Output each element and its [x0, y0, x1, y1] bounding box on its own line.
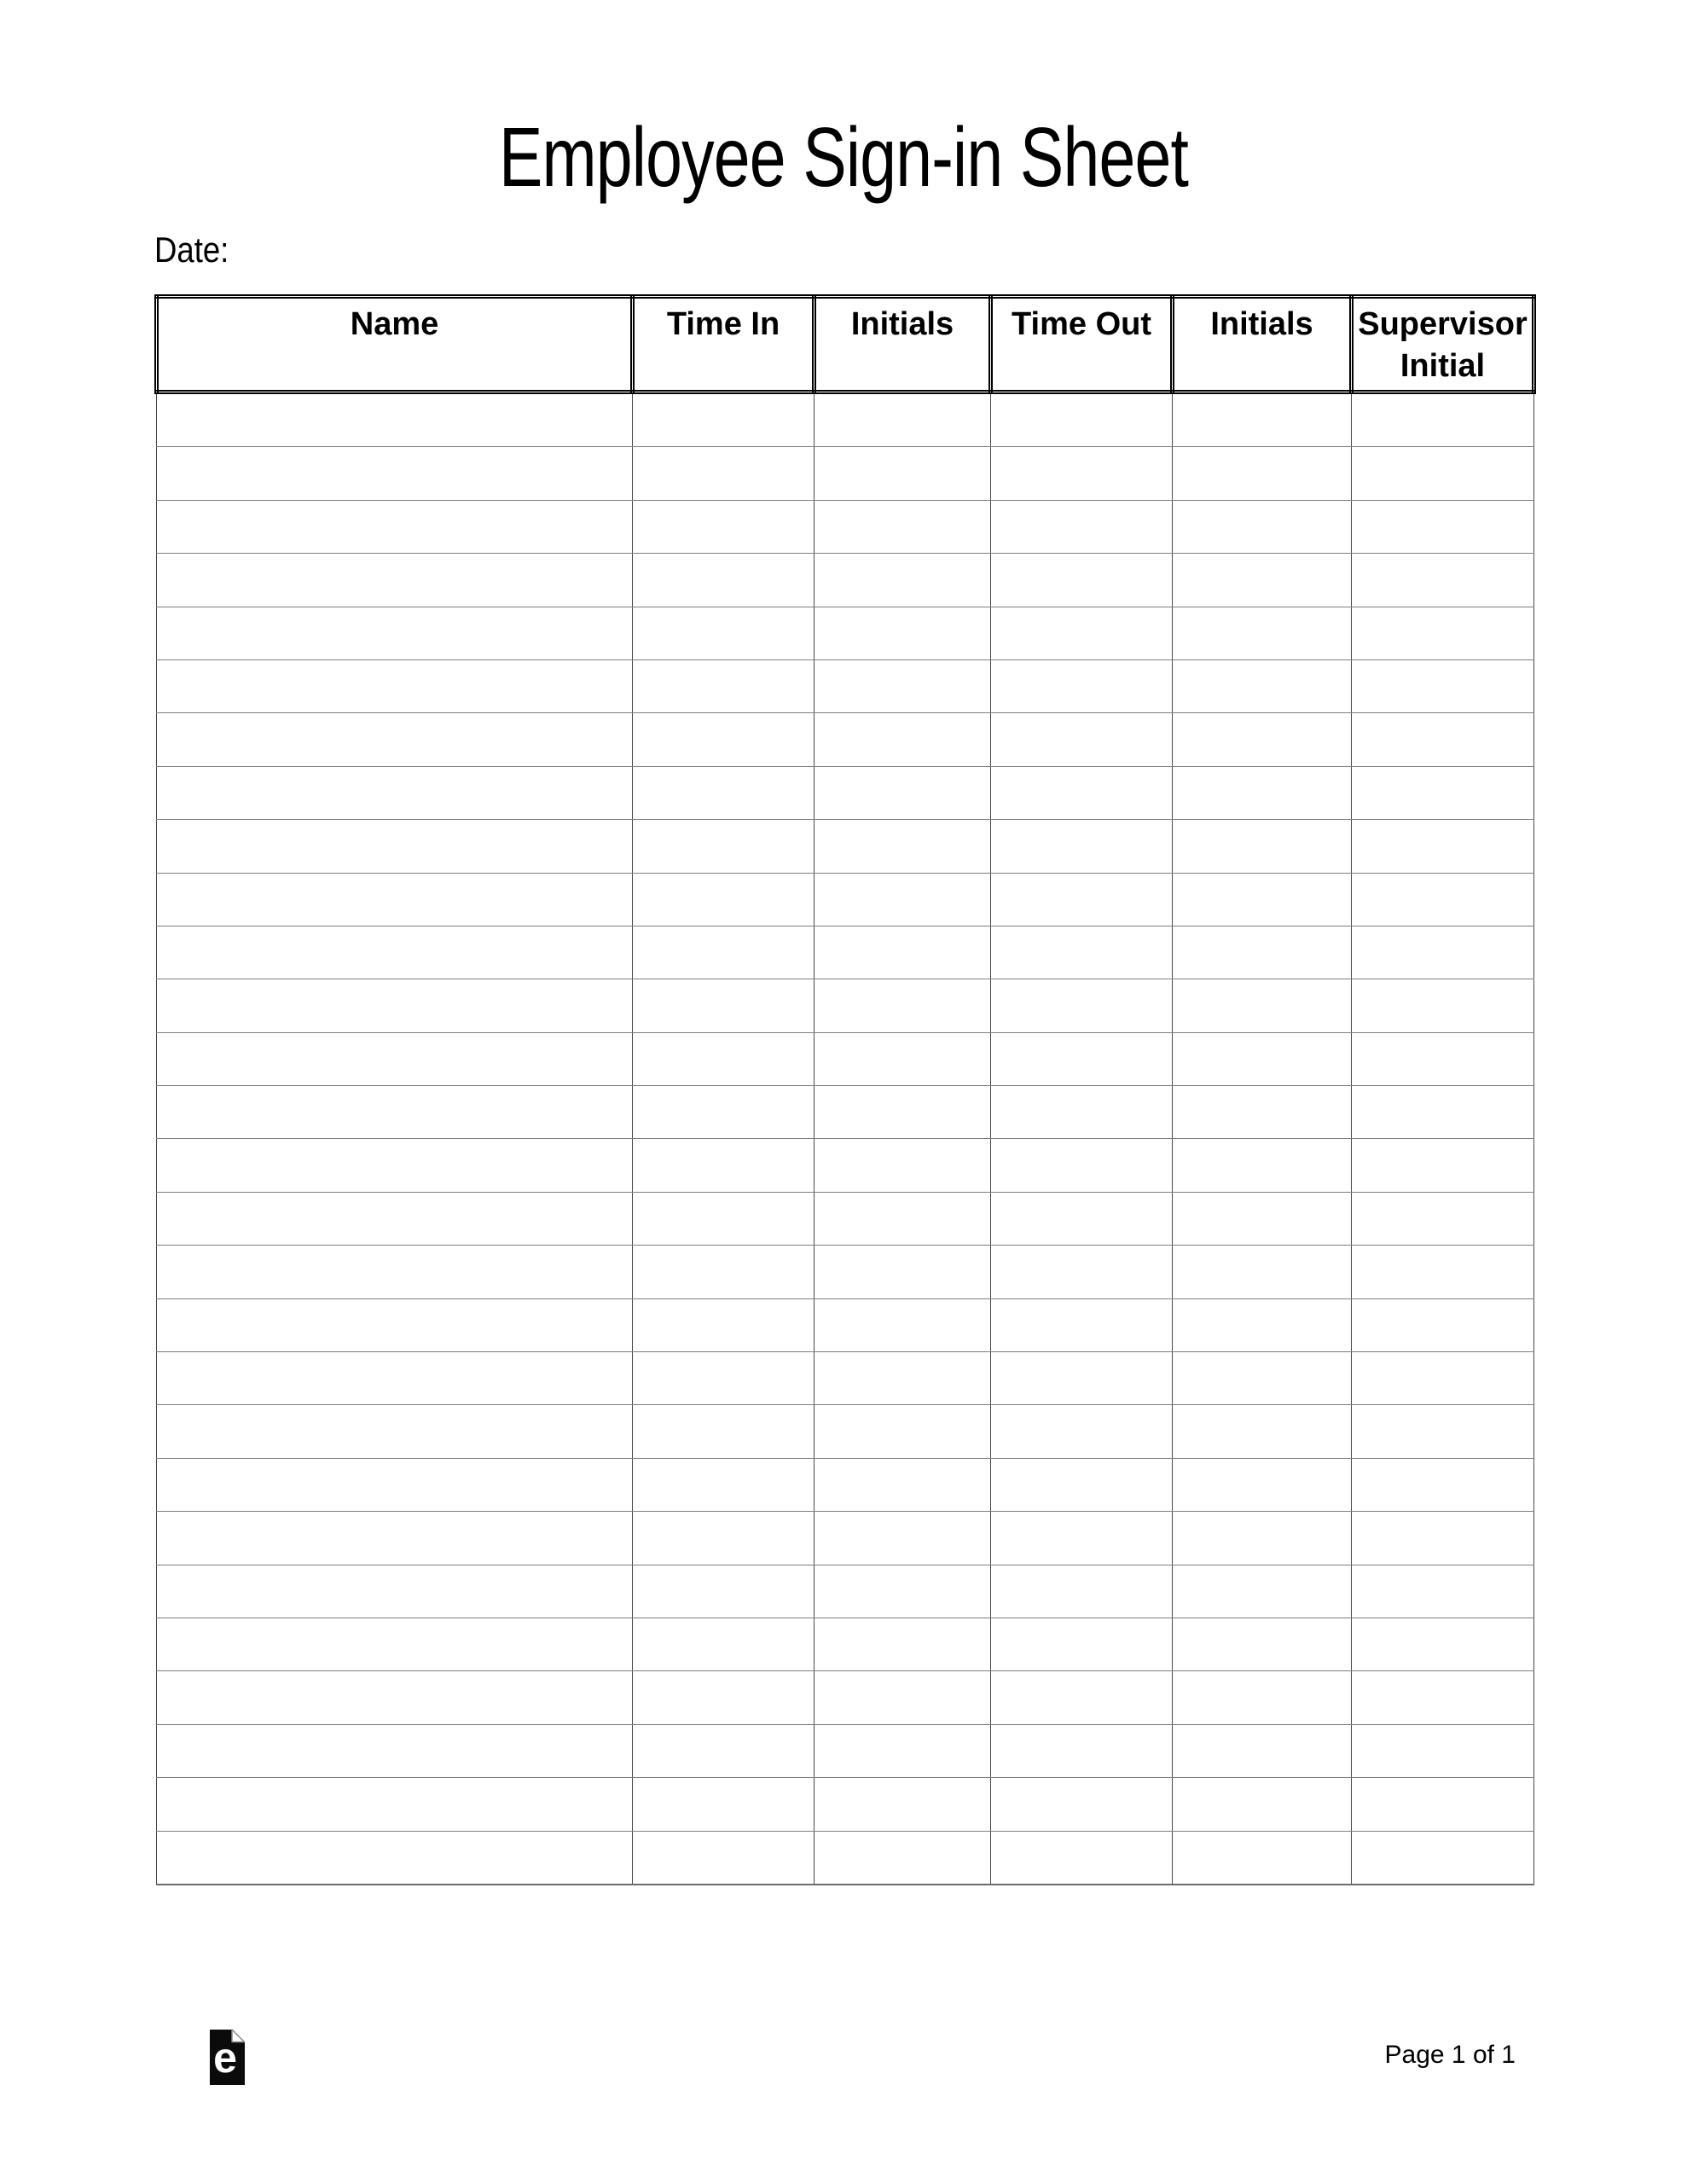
table-cell — [1352, 979, 1534, 1032]
table-cell — [157, 1778, 633, 1831]
table-row — [157, 1618, 1534, 1670]
table-cell — [991, 1724, 1173, 1777]
table-cell — [157, 1405, 633, 1458]
table-cell — [991, 926, 1173, 979]
table-cell — [1173, 1246, 1352, 1298]
table-cell — [991, 713, 1173, 766]
table-cell — [1173, 1192, 1352, 1245]
table-cell — [815, 979, 991, 1032]
table-cell — [991, 820, 1173, 873]
table-cell — [991, 1778, 1173, 1831]
column-header-3: Time Out — [991, 297, 1173, 392]
table-cell — [157, 659, 633, 712]
table-cell — [1352, 1671, 1534, 1724]
table-cell — [633, 500, 815, 553]
table-cell — [1352, 1032, 1534, 1085]
table-cell — [157, 1831, 633, 1885]
table-cell — [1352, 873, 1534, 926]
table-cell — [633, 1512, 815, 1565]
table-cell — [1173, 1032, 1352, 1085]
table-cell — [1173, 1724, 1352, 1777]
table-cell — [991, 766, 1173, 819]
table-cell — [815, 1565, 991, 1618]
table-cell — [157, 1246, 633, 1298]
table-cell — [1173, 873, 1352, 926]
table-cell — [157, 1724, 633, 1777]
table-cell — [1352, 500, 1534, 553]
table-cell — [157, 1298, 633, 1351]
table-cell — [815, 1352, 991, 1405]
table-cell — [991, 392, 1173, 447]
table-cell — [1173, 554, 1352, 607]
table-cell — [991, 873, 1173, 926]
table-cell — [1173, 659, 1352, 712]
table-cell — [633, 1671, 815, 1724]
table-cell — [1173, 1298, 1352, 1351]
table-cell — [157, 607, 633, 659]
table-cell — [1352, 554, 1534, 607]
table-cell — [157, 1512, 633, 1565]
table-row — [157, 1565, 1534, 1618]
table-cell — [991, 1618, 1173, 1670]
table-cell — [991, 1032, 1173, 1085]
table-row — [157, 873, 1534, 926]
table-cell — [1352, 1512, 1534, 1565]
table-cell — [1173, 1671, 1352, 1724]
table-row — [157, 1405, 1534, 1458]
table-cell — [815, 1724, 991, 1777]
table-cell — [991, 1512, 1173, 1565]
table-cell — [991, 979, 1173, 1032]
table-cell — [633, 607, 815, 659]
table-cell — [1352, 659, 1534, 712]
table-cell — [1173, 500, 1352, 553]
table-cell — [1352, 1246, 1534, 1298]
table-cell — [815, 1139, 991, 1192]
table-cell — [1352, 607, 1534, 659]
table-cell — [633, 979, 815, 1032]
table-cell — [633, 1618, 815, 1670]
table-row — [157, 1831, 1534, 1885]
table-cell — [157, 1192, 633, 1245]
table-cell — [157, 447, 633, 500]
table-cell — [1352, 926, 1534, 979]
table-cell — [1173, 607, 1352, 659]
table-cell — [633, 1352, 815, 1405]
table-cell — [815, 1086, 991, 1139]
table-cell — [815, 500, 991, 553]
table-cell — [1173, 447, 1352, 500]
table-row — [157, 1246, 1534, 1298]
table-cell — [633, 766, 815, 819]
table-cell — [1352, 766, 1534, 819]
table-cell — [1173, 926, 1352, 979]
table-cell — [1173, 1458, 1352, 1511]
table-row — [157, 500, 1534, 553]
column-header-5: Supervisor Initial — [1352, 297, 1534, 392]
table-cell — [1352, 820, 1534, 873]
table-cell — [1173, 1352, 1352, 1405]
table-cell — [991, 1831, 1173, 1885]
page-title: Employee Sign-in Sheet — [498, 110, 1189, 204]
table-row — [157, 1192, 1534, 1245]
table-cell — [815, 873, 991, 926]
table-cell — [157, 500, 633, 553]
table-cell — [157, 766, 633, 819]
table-cell — [633, 1831, 815, 1885]
table-cell — [815, 1618, 991, 1670]
table-cell — [815, 1671, 991, 1724]
table-row — [157, 1298, 1534, 1351]
table-cell — [633, 1458, 815, 1511]
table-cell — [633, 554, 815, 607]
table-cell — [1352, 1086, 1534, 1139]
table-body — [157, 392, 1534, 1885]
table-row — [157, 1139, 1534, 1192]
column-header-4: Initials — [1173, 297, 1352, 392]
table-row — [157, 926, 1534, 979]
table-cell — [157, 1352, 633, 1405]
table-row — [157, 447, 1534, 500]
table-cell — [815, 1405, 991, 1458]
page-number: Page 1 of 1 — [1384, 2041, 1516, 2069]
table-cell — [633, 820, 815, 873]
table-cell — [1352, 1724, 1534, 1777]
table-cell — [991, 1246, 1173, 1298]
table-cell — [815, 1192, 991, 1245]
table-cell — [815, 1032, 991, 1085]
column-header-0: Name — [157, 297, 633, 392]
table-cell — [157, 1565, 633, 1618]
table-cell — [815, 926, 991, 979]
table-cell — [633, 926, 815, 979]
table-row — [157, 1724, 1534, 1777]
table-cell — [1352, 1192, 1534, 1245]
table-cell — [815, 713, 991, 766]
table-cell — [633, 1298, 815, 1351]
table-cell — [991, 1352, 1173, 1405]
table-cell — [157, 1139, 633, 1192]
table-cell — [991, 1298, 1173, 1351]
table-cell — [991, 607, 1173, 659]
table-cell — [1352, 1831, 1534, 1885]
table-cell — [1352, 1405, 1534, 1458]
table-cell — [1173, 1778, 1352, 1831]
table-row — [157, 766, 1534, 819]
table-cell — [1352, 447, 1534, 500]
table-cell — [1173, 766, 1352, 819]
table-cell — [633, 1724, 815, 1777]
table-row — [157, 392, 1534, 447]
table-cell — [633, 392, 815, 447]
table-row — [157, 1778, 1534, 1831]
table-cell — [633, 659, 815, 712]
table-cell — [633, 1405, 815, 1458]
table-cell — [991, 447, 1173, 500]
table-cell — [815, 447, 991, 500]
table-cell — [815, 1458, 991, 1511]
table-cell — [157, 1671, 633, 1724]
table-row — [157, 1458, 1534, 1511]
table-cell — [1173, 1565, 1352, 1618]
table-cell — [1352, 1352, 1534, 1405]
logo-letter: e — [213, 2034, 237, 2082]
table-cell — [633, 447, 815, 500]
table-cell — [1352, 1565, 1534, 1618]
table-cell — [633, 1778, 815, 1831]
table-cell — [1173, 1618, 1352, 1670]
table-cell — [991, 1139, 1173, 1192]
column-header-1: Time In — [633, 297, 815, 392]
table-cell — [815, 1512, 991, 1565]
table-cell — [1173, 1139, 1352, 1192]
table-cell — [157, 979, 633, 1032]
table-cell — [157, 1032, 633, 1085]
table-cell — [157, 926, 633, 979]
table-cell — [815, 820, 991, 873]
table-cell — [991, 1086, 1173, 1139]
table-cell — [633, 1192, 815, 1245]
table-cell — [633, 1139, 815, 1192]
table-row — [157, 713, 1534, 766]
column-header-2: Initials — [815, 297, 991, 392]
table-cell — [991, 1405, 1173, 1458]
table-cell — [157, 1618, 633, 1670]
sign-in-table — [154, 294, 1536, 1885]
table-cell — [633, 1032, 815, 1085]
table-row — [157, 1086, 1534, 1139]
table-cell — [815, 659, 991, 712]
table-cell — [1173, 820, 1352, 873]
table-cell — [633, 873, 815, 926]
table-cell — [991, 1458, 1173, 1511]
table-cell — [815, 554, 991, 607]
table-cell — [633, 1246, 815, 1298]
table-cell — [815, 607, 991, 659]
table-row — [157, 979, 1534, 1032]
table-cell — [991, 554, 1173, 607]
table-cell — [1173, 1831, 1352, 1885]
table-cell — [1352, 1778, 1534, 1831]
header-row — [157, 297, 1534, 392]
table-cell — [633, 713, 815, 766]
table-cell — [157, 392, 633, 447]
table-cell — [157, 554, 633, 607]
table-row — [157, 607, 1534, 659]
table-cell — [633, 1086, 815, 1139]
table-cell — [1173, 392, 1352, 447]
date-label: Date: — [154, 229, 229, 270]
table-cell — [157, 1458, 633, 1511]
table-cell — [1352, 1618, 1534, 1670]
date-row — [154, 229, 461, 270]
table-cell — [1173, 1086, 1352, 1139]
table-cell — [1352, 1298, 1534, 1351]
table-cell — [815, 1246, 991, 1298]
table-cell — [157, 873, 633, 926]
table-cell — [1173, 979, 1352, 1032]
table-cell — [991, 1192, 1173, 1245]
table-row — [157, 1512, 1534, 1565]
table-cell — [815, 766, 991, 819]
table-cell — [815, 1298, 991, 1351]
table-cell — [1352, 1458, 1534, 1511]
table-cell — [157, 1086, 633, 1139]
table-cell — [1173, 713, 1352, 766]
table-row — [157, 820, 1534, 873]
table-cell — [157, 713, 633, 766]
table-row — [157, 659, 1534, 712]
table-cell — [1352, 392, 1534, 447]
table-row — [157, 554, 1534, 607]
table-cell — [991, 1671, 1173, 1724]
table-cell — [815, 1831, 991, 1885]
table-row — [157, 1671, 1534, 1724]
eforms-logo-icon — [209, 2029, 246, 2086]
table-cell — [991, 659, 1173, 712]
table-row — [157, 1032, 1534, 1085]
table-row — [157, 1352, 1534, 1405]
table-cell — [633, 1565, 815, 1618]
table-cell — [157, 820, 633, 873]
table-cell — [815, 392, 991, 447]
table-cell — [1173, 1512, 1352, 1565]
table-cell — [991, 1565, 1173, 1618]
table-cell — [1173, 1405, 1352, 1458]
table-cell — [991, 500, 1173, 553]
table-cell — [1352, 1139, 1534, 1192]
table-cell — [1352, 713, 1534, 766]
table-cell — [815, 1778, 991, 1831]
